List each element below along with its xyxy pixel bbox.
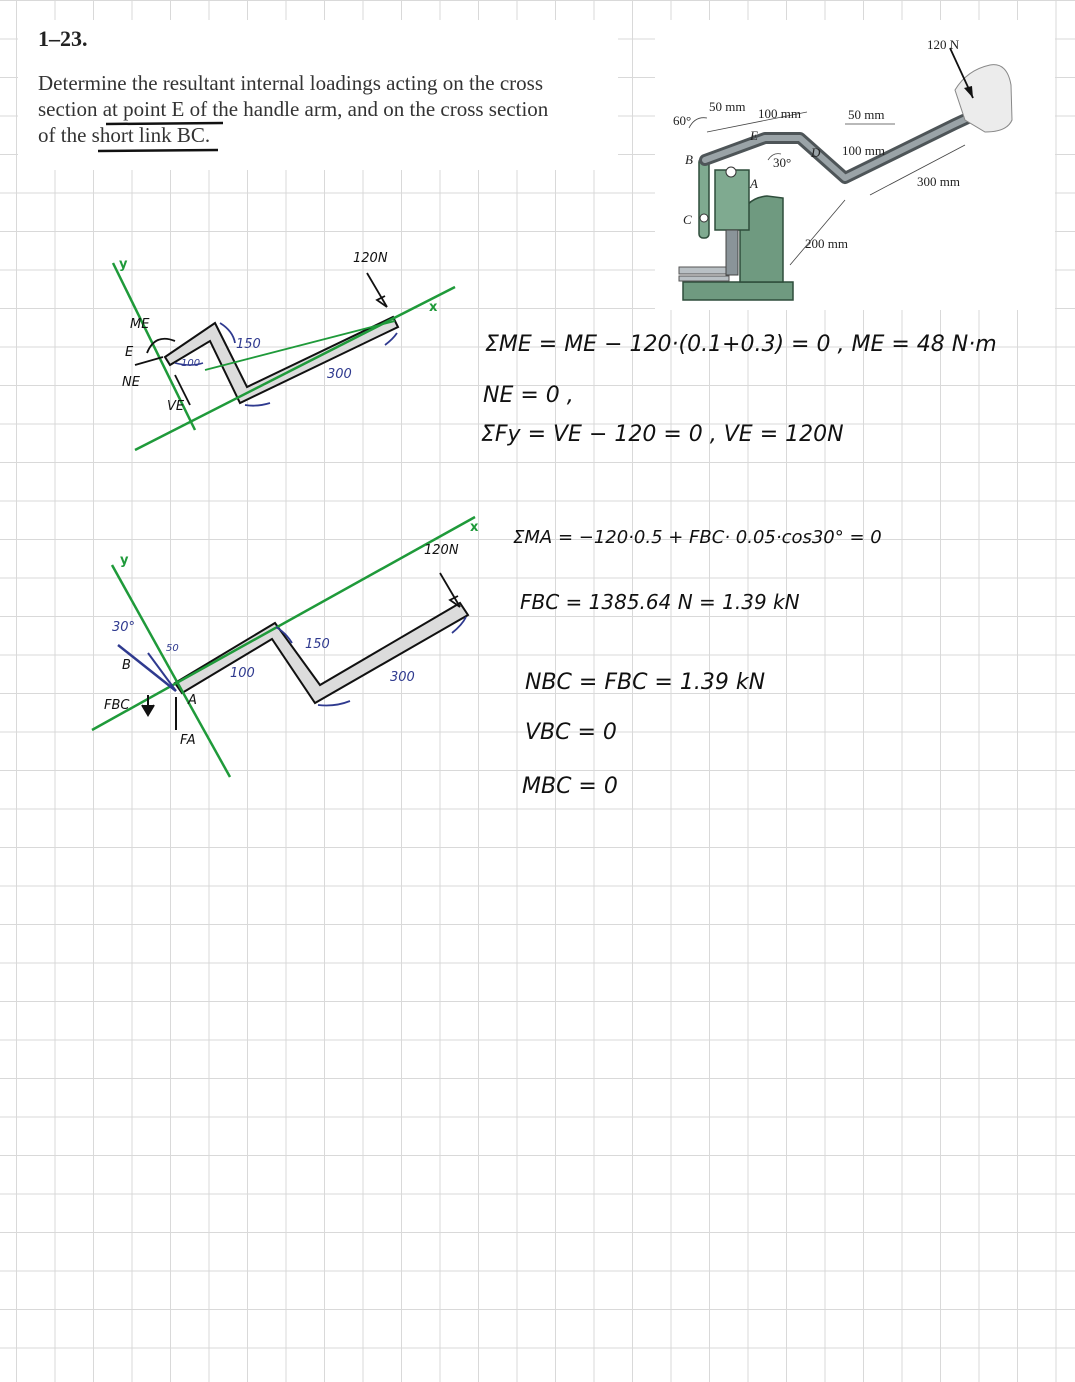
handwritten-underlines (18, 20, 618, 170)
label-30deg: 30° (773, 155, 792, 170)
eq-moment-e: ΣME = ME − 120·(0.1+0.3) = 0 , ME = 48 N·m (485, 332, 997, 357)
press-drawing (655, 20, 1055, 310)
label-50mm-right: 50 mm (848, 107, 885, 122)
problem-number: 1–23. (38, 26, 88, 51)
label-100mm-mid: 100 mm (842, 143, 885, 158)
problem-line-3: of the short link BC. (38, 123, 211, 147)
problem-line-1: Determine the resultant internal loadings acting on the cross (38, 71, 544, 95)
label-50mm-left: 50 mm (709, 99, 746, 114)
fbd2-axis-y: y (120, 553, 129, 568)
fbd2-angle-30: 30° (112, 620, 136, 635)
fbd1-shear-label: VE (167, 399, 185, 414)
label-point-e: E (750, 128, 758, 143)
fbd1-moment-label: ME (130, 317, 150, 332)
label-200mm: 200 mm (805, 236, 848, 251)
label-point-b: B (685, 152, 693, 167)
fbd1-dim-300: 300 (327, 367, 352, 382)
fbd1-dim-150: 150 (236, 337, 261, 352)
label-120n: 120 N (927, 37, 960, 52)
label-point-a: A (750, 176, 758, 191)
fbd2-dim-150: 150 (305, 637, 330, 652)
eq-moment-a: ΣMA = −120·0.5 + FBC· 0.05·cos30° = 0 (513, 527, 882, 548)
fbd1-point-e: E (125, 345, 134, 360)
fbd1-axis-x: x (429, 300, 438, 315)
eq-force-bc: FBC = 1385.64 N = 1.39 kN (520, 590, 800, 614)
fbd2-fa-label: FA (180, 733, 196, 748)
eq-moment-bc: MBC = 0 (522, 774, 618, 799)
fbd1-normal-label: NE (122, 375, 140, 390)
fbd1-axis-y: y (119, 257, 128, 272)
fbd2-point-a: A (188, 693, 197, 708)
problem-line-2: section at point E of the handle arm, and on the cross section (38, 97, 549, 121)
problem-statement (18, 20, 618, 170)
fbd1-drawing (95, 245, 475, 460)
fbd-section-e (95, 245, 475, 460)
label-100mm-top: 100 mm (758, 106, 801, 121)
fbd2-dim-300: 300 (390, 670, 415, 685)
fbd1-force-label: 120N (353, 251, 388, 266)
label-point-d: D (811, 145, 821, 160)
fbd2-axis-x: x (470, 520, 479, 535)
fbd2-fbc-label: FBC (104, 698, 130, 713)
fbd1-dim-100: 100 (181, 358, 201, 369)
label-60deg: 60° (673, 113, 692, 128)
eq-shear-e: ΣFy = VE − 120 = 0 , VE = 120N (481, 422, 844, 447)
eq-normal-bc: NBC = FBC = 1.39 kN (525, 670, 766, 695)
fbd2-dim-50: 50 (166, 643, 179, 654)
label-point-c: C (683, 212, 692, 227)
eq-shear-bc: VBC = 0 (525, 720, 617, 745)
fbd-link-bc (90, 515, 490, 785)
label-300mm: 300 mm (917, 174, 960, 189)
eq-normal-e: NE = 0 , (483, 383, 574, 408)
fbd2-dim-100: 100 (230, 666, 255, 681)
fbd2-force-label: 120N (424, 543, 459, 558)
fbd2-point-b: B (122, 658, 131, 673)
press-figure (655, 20, 1055, 310)
